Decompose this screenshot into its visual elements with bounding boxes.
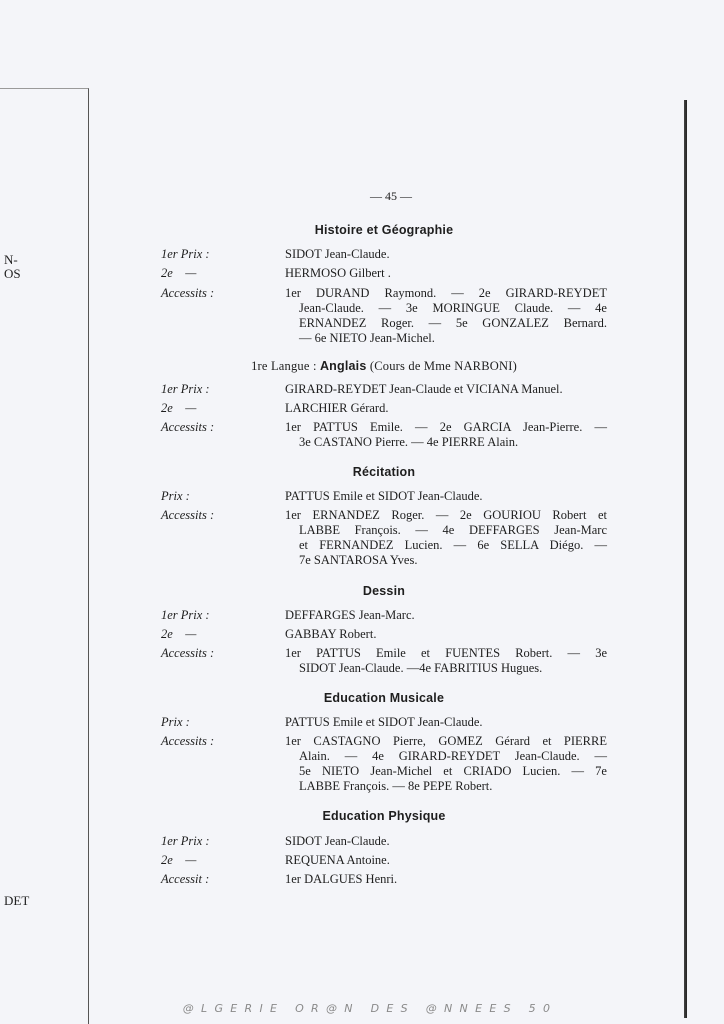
heading-prefix: 1re Langue : bbox=[251, 359, 320, 373]
award-label: Accessits : bbox=[161, 508, 215, 522]
award-label: 2e — bbox=[161, 401, 197, 415]
award-label: Accessits : bbox=[161, 420, 215, 434]
award-label: 1er Prix : bbox=[161, 834, 210, 848]
award-label: 1er Prix : bbox=[161, 382, 210, 396]
award-label: Accessits : bbox=[161, 286, 215, 300]
section-heading-dessin: Dessin bbox=[362, 584, 406, 598]
award-text: DEFFARGES Jean-Marc. bbox=[285, 608, 415, 622]
section-heading-recitation: Récitation bbox=[352, 465, 416, 479]
previous-page-fragment: N- bbox=[4, 252, 18, 267]
page-right-edge bbox=[684, 100, 687, 1018]
heading-bold: Anglais bbox=[319, 359, 367, 373]
award-text: 1er CASTAGNO Pierre, GOMEZ Gérard et PIERRE Alain. — 4e GIRARD-REYDET Jean-Claude. — 5e NIETO Jean-Michel et CRIADO Lucien. — 7e LABBE François. — 8e PEPE Robert. bbox=[285, 734, 607, 793]
award-text: 1er DALGUES Henri. bbox=[285, 872, 398, 886]
award-text: HERMOSO Gilbert . bbox=[285, 266, 391, 280]
award-text: SIDOT Jean-Claude. bbox=[285, 834, 390, 848]
award-text: PATTUS Emile et SIDOT Jean-Claude. bbox=[285, 715, 483, 729]
award-text: GABBAY Robert. bbox=[285, 627, 377, 641]
award-label: 2e — bbox=[161, 266, 197, 280]
award-label: 1er Prix : bbox=[161, 247, 210, 261]
award-text: 1er PATTUS Emile et FUENTES Robert. — 3e SIDOT Jean-Claude. —4e FABRITIUS Hugues. bbox=[285, 646, 607, 675]
previous-page-edge bbox=[0, 88, 89, 1024]
heading-suffix: (Cours de Mme NARBONI) bbox=[366, 359, 517, 373]
award-text: REQUENA Antoine. bbox=[285, 853, 390, 867]
page-number: — 45 — bbox=[370, 189, 412, 203]
award-text: GIRARD-REYDET Jean-Claude et VICIANA Manuel. bbox=[285, 382, 563, 396]
award-label: Accessit : bbox=[161, 872, 210, 886]
previous-page-fragment: DET bbox=[4, 893, 30, 908]
award-text: 1er ERNANDEZ Roger. — 2e GOURIOU Robert et LABBE François. — 4e DEFFARGES Jean-Marc et FERNANDEZ Lucien. — 6e SELLA Diégo. — 7e SANTAROSA Yves. bbox=[285, 508, 607, 567]
award-text: LARCHIER Gérard. bbox=[285, 401, 389, 415]
award-text: PATTUS Emile et SIDOT Jean-Claude. bbox=[285, 489, 483, 503]
award-label: Prix : bbox=[161, 715, 190, 729]
section-heading-physique: Education Physique bbox=[322, 809, 446, 823]
award-text: 1er DURAND Raymond. — 2e GIRARD-REYDET Jean-Claude. — 3e MORINGUE Claude. — 4e ERNANDEZ Roger. — 5e GONZALEZ Bernard. — 6e NIETO Jean-Michel. bbox=[285, 286, 607, 345]
award-label: Prix : bbox=[161, 489, 190, 503]
section-heading-histoire: Histoire et Géographie bbox=[314, 223, 454, 237]
section-heading-anglais bbox=[160, 359, 608, 374]
award-label: Accessits : bbox=[161, 734, 215, 748]
award-label: 2e — bbox=[161, 853, 197, 867]
section-heading-musicale: Education Musicale bbox=[323, 691, 445, 705]
award-label: Accessits : bbox=[161, 646, 215, 660]
footer-watermark: @LGERIE OR@N DES @NNEES 50 bbox=[182, 1002, 558, 1015]
award-label: 2e — bbox=[161, 627, 197, 641]
award-text: 1er PATTUS Emile. — 2e GARCIA Jean-Pierre. — 3e CASTANO Pierre. — 4e PIERRE Alain. bbox=[285, 420, 607, 449]
previous-page-fragment: OS bbox=[4, 266, 21, 281]
award-text: SIDOT Jean-Claude. bbox=[285, 247, 390, 261]
award-label: 1er Prix : bbox=[161, 608, 210, 622]
